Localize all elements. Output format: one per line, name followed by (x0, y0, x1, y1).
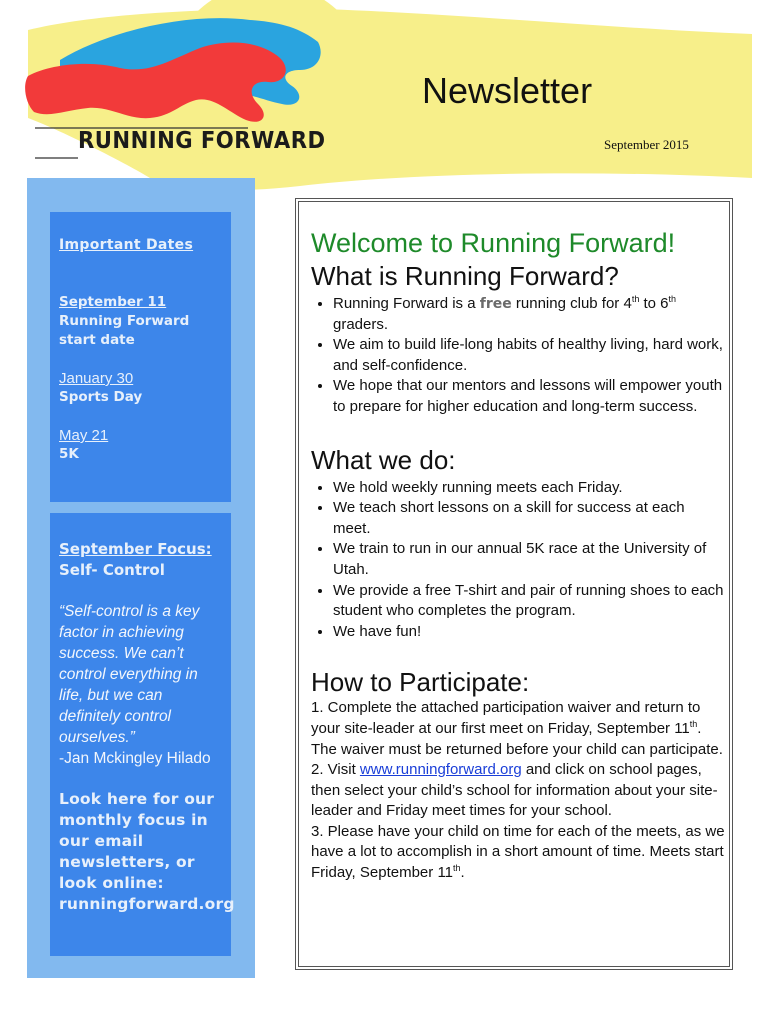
free-highlight: free (479, 296, 512, 312)
website-link[interactable]: www.runningforward.org (359, 761, 522, 779)
main-content (311, 226, 726, 884)
focus-quote: “Self-control is a key factor in achieving success. We can’t control everything in life, but we can definitely control ourselves.” (59, 603, 200, 746)
date-event: Running Forward start date (59, 313, 190, 348)
date-entry (59, 293, 231, 350)
quote-author: -Jan Mckingley Hilado (59, 750, 211, 767)
participate-step-3: 3. Please have your child on time for each of the meets, as we have a lot to accomplish in a short amount of time. Meets start Friday, September 11th. (311, 822, 725, 882)
list-item: • We have fun! (333, 622, 726, 643)
logo-text: RUNNING FORWARD (78, 128, 326, 154)
date-label: September 11 (59, 294, 167, 310)
participate-heading: How to Participate: (311, 667, 530, 698)
newsletter-date: September 2015 (604, 137, 689, 152)
important-dates-heading: Important Dates (59, 237, 194, 253)
focus-more-info: Look here for our monthly focus in our email newsletters, or look online: runningforward.org (59, 790, 235, 913)
newsletter-banner (0, 0, 770, 200)
date-event: Sports Day (59, 389, 143, 405)
participate-step-2: 2. Visit www.runningforward.org and click on school pages, then select your child’s school for information about your site-leader and Friday meet times for your school. (311, 761, 718, 820)
date-entry (59, 426, 231, 464)
list-item: • We hope that our mentors and lessons will empower youth to prepare for higher education and long-term success. (333, 376, 726, 417)
focus-topic: Self- Control (59, 561, 165, 579)
date-label: May 21 (59, 427, 109, 444)
list-item: • We hold weekly running meets each Friday. (333, 478, 726, 499)
focus-heading: September Focus: (59, 540, 212, 558)
participate-step-1: 1. Complete the attached participation waiver and return to your site-leader at our first meet on Friday, September 11th. The waiver must be returned before your child can participate. (311, 699, 723, 758)
important-dates-box (50, 212, 231, 502)
list-item: • Running Forward is a free running club for 4th to 6th graders. (333, 294, 726, 335)
what-we-do-list (311, 478, 726, 643)
what-is-list (311, 294, 726, 418)
date-event: 5K (59, 446, 79, 462)
welcome-heading: Welcome to Running Forward! (311, 228, 676, 258)
what-we-do-heading: What we do: (311, 444, 456, 475)
date-label: January 30 (59, 370, 134, 387)
newsletter-title: Newsletter (422, 70, 593, 111)
date-entry (59, 369, 231, 407)
what-is-heading: What is Running Forward? (311, 261, 619, 291)
list-item: • We aim to build life-long habits of healthy living, hard work, and self-confidence. (333, 335, 726, 376)
monthly-focus-box (50, 513, 235, 956)
list-item: • We provide a free T-shirt and pair of running shoes to each student who completes the program. (333, 581, 726, 622)
list-item: • We train to run in our annual 5K race at the University of Utah. (333, 539, 726, 580)
list-item: • We teach short lessons on a skill for success at each meet. (333, 498, 726, 539)
